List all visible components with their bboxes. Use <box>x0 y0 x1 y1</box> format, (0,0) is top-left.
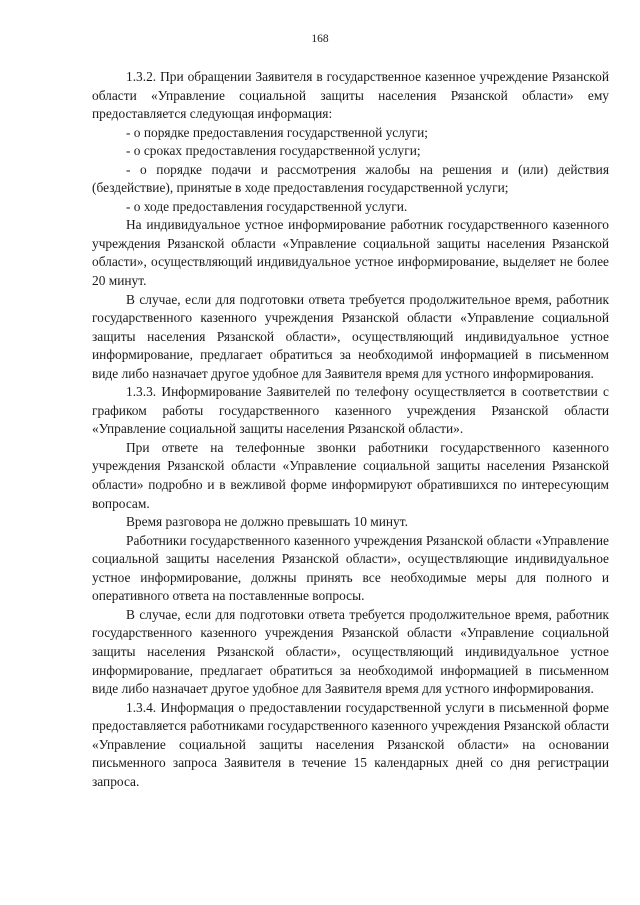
paragraph: В случае, если для подготовки ответа требуется продолжительное время, работник государственного казенного учреждения Рязанской области «Управление социальной защиты населения Рязанской области», осуществляющий индивидуальное устное информирование, предлагает обратиться за необходимой информацией в письменном виде либо назначает другое удобное для Заявителя время для устного информирования. <box>92 606 609 697</box>
document-body <box>92 68 609 791</box>
paragraph-1-3-4: 1.3.4. Информация о предоставлении государственной услуги в письменной форме предоставляется работниками государственного казенного учреждения Рязанской области «Управление социальной защиты населения Рязанской области» на основании письменного запроса Заявителя в течение 15 календарных дней со дня регистрации запроса. <box>92 699 609 789</box>
list-item: - о порядке подачи и рассмотрения жалобы на решения и (или) действия (бездействие), принятые в ходе предоставления государственной услуги; <box>92 161 609 196</box>
list-item: - о сроках предоставления государственной услуги; <box>126 143 421 159</box>
paragraph: Время разговора не должно превышать 10 минут. <box>126 514 408 530</box>
list-item: - о порядке предоставления государственной услуги; <box>126 124 429 140</box>
page-number: 168 <box>311 33 329 45</box>
paragraph: На индивидуальное устное информирование работник государственного казенного учреждения Рязанской области «Управление социальной защиты населения Рязанской области», осуществляющий индивидуальное устное информирование, выделяет не более 20 минут. <box>92 217 609 289</box>
paragraph: В случае, если для подготовки ответа требуется продолжительное время, работник государственного казенного учреждения Рязанской области «Управление социальной защиты населения Рязанской области», осуществляющий индивидуальное устное информирование, предлагает обратиться за необходимой информацией в письменном виде либо назначает другое удобное для Заявителя время для устного информирования. <box>92 291 609 381</box>
list-item: - о ходе предоставления государственной услуги. <box>126 198 408 214</box>
paragraph: Работники государственного казенного учреждения Рязанской области «Управление социальной защиты населения Рязанской области», осуществляющие индивидуальное устное информирование, должны принять все необходимые меры для полного и оперативного ответа на поставленные вопросы. <box>92 532 609 604</box>
paragraph-1-3-2: 1.3.2. При обращении Заявителя в государственное казенное учреждение Рязанской области «Управление социальной защиты населения Рязанской области» ему предоставляется следующая информация: <box>92 69 609 122</box>
paragraph-1-3-3: 1.3.3. Информирование Заявителей по телефону осуществляется в соответствии с графиком работы государственного казенного учреждения Рязанской области «Управление социальной защиты населения Рязанской области». <box>92 384 609 437</box>
paragraph: При ответе на телефонные звонки работники государственного казенного учреждения Рязанской области «Управление социальной защиты населения Рязанской области» подробно и в вежливой форме информируют обратившихся по интересующим вопросам. <box>92 439 609 511</box>
